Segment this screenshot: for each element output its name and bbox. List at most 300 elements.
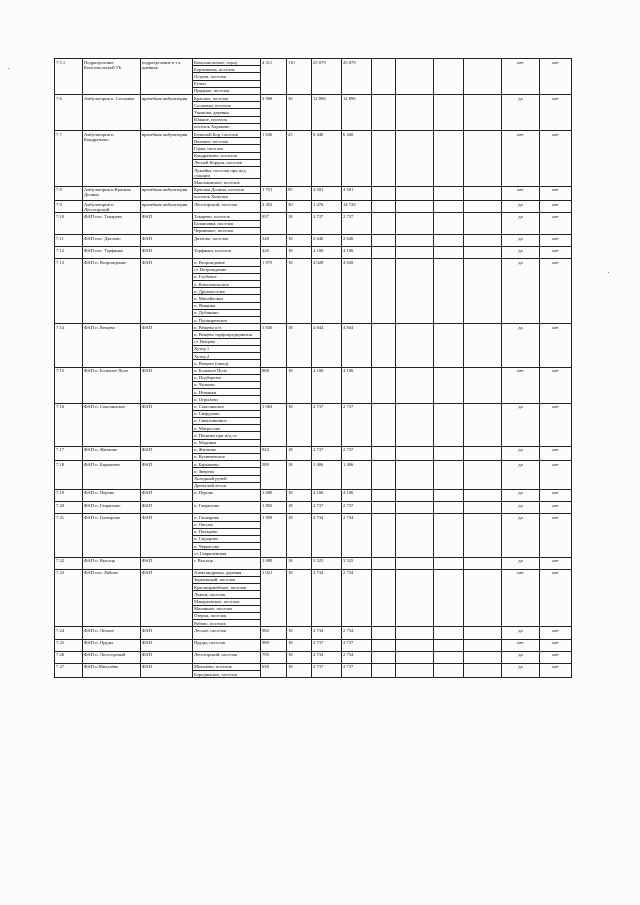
- empty-cell: [396, 663, 434, 677]
- settlement-line: Ручьи: [193, 81, 260, 88]
- value-2-cell: 4 106: [342, 489, 372, 501]
- value-1-cell: 3 525: [312, 557, 342, 569]
- table-row: [55, 259, 572, 324]
- settlement-line: Прядино, поселок: [194, 88, 230, 94]
- value-1-cell: 2 737: [312, 502, 342, 514]
- empty-cell: [372, 59, 396, 95]
- value-2-cell: 2 646: [342, 235, 372, 247]
- settlement-line: Хутор 2: [193, 353, 260, 360]
- settlement-line: Торфянка, поселок: [194, 247, 231, 253]
- settlements-cell: [193, 247, 261, 259]
- row-number-cell: 7.27: [55, 663, 83, 677]
- value-2-cell: 3 525: [342, 557, 372, 569]
- empty-cell: [464, 247, 502, 259]
- empty-cell: [434, 403, 464, 446]
- population-cell: 1 636: [261, 131, 287, 187]
- table-row: [55, 403, 572, 446]
- settlements-cell: [193, 235, 261, 247]
- norm-cell: 18: [287, 639, 312, 651]
- value-1-cell: 6 440: [312, 131, 342, 187]
- value-1-cell: 4 106: [312, 367, 342, 403]
- empty-cell: [396, 639, 434, 651]
- settlement-line: Остров, поселок: [193, 73, 260, 80]
- status-1-cell: да: [502, 557, 540, 569]
- table-row: [55, 131, 572, 187]
- settlement-line: п. Вещево п/ч: [193, 324, 260, 331]
- value-1-cell: 2 734: [312, 651, 342, 663]
- empty-cell: [372, 663, 396, 677]
- facility-name-cell: Амбулатория п.Красная Долина: [83, 186, 141, 200]
- value-1-cell: 2 734: [312, 569, 342, 627]
- empty-cell: [464, 131, 502, 187]
- row-number-cell: 7.20: [55, 502, 83, 514]
- empty-cell: [372, 403, 396, 446]
- status-1-cell: да: [502, 502, 540, 514]
- empty-cell: [434, 367, 464, 403]
- population-cell: 1 021: [261, 569, 287, 627]
- empty-cell: [434, 461, 464, 490]
- status-2-cell: нет: [540, 59, 572, 95]
- value-2-cell: 2 734: [342, 627, 372, 639]
- facility-type-cell: подразделение в т.ч. дневная: [141, 59, 193, 95]
- settlement-line: поселок Харьково: [194, 124, 230, 130]
- settlements-cell: [193, 213, 261, 235]
- empty-cell: [396, 627, 434, 639]
- status-1-cell: нет: [502, 131, 540, 187]
- value-2-cell: 2 734: [342, 569, 372, 627]
- facility-name-cell: ФАП пос. Рябово: [83, 569, 141, 627]
- settlements-cell: [193, 514, 261, 557]
- settlement-line: Дятлово, поселок: [194, 235, 229, 241]
- settlement-line: п. Вещево торфопредприятия: [193, 331, 260, 338]
- row-number-cell: 7.26: [55, 651, 83, 663]
- norm-cell: 18: [287, 213, 312, 235]
- empty-cell: [464, 557, 502, 569]
- facility-type-cell: ФАП: [141, 367, 193, 403]
- settlements-cell: [193, 627, 261, 639]
- settlements-cell: [193, 324, 261, 367]
- settlement-line: Лесной Кордон, поселок: [193, 160, 260, 167]
- settlements-cell: [193, 186, 261, 200]
- table-row: [55, 663, 572, 677]
- population-cell: 3 968: [261, 95, 287, 131]
- empty-cell: [434, 186, 464, 200]
- facility-name-cell: ФАП п. Житково: [83, 446, 141, 460]
- row-number-cell: 7.16: [55, 403, 83, 446]
- settlement-line: Михалёво, поселок: [193, 664, 260, 671]
- population-cell: 989: [261, 639, 287, 651]
- empty-cell: [372, 95, 396, 131]
- empty-cell: [434, 131, 464, 187]
- row-number-cell: 7.23: [55, 569, 83, 627]
- status-2-cell: нет: [540, 569, 572, 627]
- population-cell: 589: [261, 461, 287, 490]
- status-2-cell: нет: [540, 213, 572, 235]
- settlement-line: п. Большое Поле: [193, 368, 260, 375]
- settlement-line: Хутор 1: [193, 346, 260, 353]
- settlement-line: п. Перово: [194, 490, 214, 496]
- norm-cell: 18: [287, 557, 312, 569]
- empty-cell: [372, 639, 396, 651]
- settlement-line: п. Песково при ж/д ст.: [193, 432, 260, 439]
- norm-cell: 18: [287, 569, 312, 627]
- empty-cell: [464, 235, 502, 247]
- settlement-line: Красная Долина, поселок: [193, 187, 260, 194]
- facilities-table: [54, 58, 572, 678]
- norm-cell: 18: [287, 514, 312, 557]
- empty-cell: [372, 461, 396, 490]
- status-1-cell: да: [502, 403, 540, 446]
- facility-type-cell: ФАП: [141, 557, 193, 569]
- empty-cell: [434, 201, 464, 213]
- empty-cell: [434, 557, 464, 569]
- settlement-line: Черничное, поселок: [194, 228, 234, 234]
- empty-cell: [434, 59, 464, 95]
- empty-cell: [372, 489, 396, 501]
- settlement-line: п. Дружноселье: [193, 288, 260, 295]
- table-row: [55, 651, 572, 663]
- norm-cell: 18: [287, 367, 312, 403]
- settlement-line: п. Комсомольское: [193, 281, 260, 288]
- row-number-cell: 7.19: [55, 489, 83, 501]
- settlement-line: Бортникова, поселок: [193, 66, 260, 73]
- population-cell: 1 089: [261, 557, 287, 569]
- table-row: [55, 569, 572, 627]
- settlement-line: Рябово, поселок: [194, 620, 226, 626]
- empty-cell: [464, 461, 502, 490]
- settlement-line: п. Свекловичное: [193, 418, 260, 425]
- facility-type-cell: ФАП: [141, 403, 193, 446]
- value-2-cell: 25 079: [342, 59, 372, 95]
- empty-cell: [464, 651, 502, 663]
- empty-cell: [434, 651, 464, 663]
- status-1-cell: да: [502, 235, 540, 247]
- facility-name-cell: ФАП п. Высоцк: [83, 557, 141, 569]
- table-row: [55, 446, 572, 460]
- settlements-cell: [193, 557, 261, 569]
- empty-cell: [396, 186, 434, 200]
- settlement-line: Озерки, поселок: [193, 613, 260, 620]
- empty-cell: [396, 213, 434, 235]
- row-number-cell: 7.14: [55, 324, 83, 367]
- empty-cell: [434, 639, 464, 651]
- table-row: [55, 247, 572, 259]
- facility-name-cell: ФАП пос. Торфянка: [83, 247, 141, 259]
- row-number-cell: 7.7: [55, 131, 83, 187]
- empty-cell: [372, 131, 396, 187]
- status-2-cell: нет: [540, 663, 572, 677]
- status-2-cell: нет: [540, 131, 572, 187]
- empty-cell: [396, 201, 434, 213]
- status-1-cell: нет: [502, 639, 540, 651]
- value-2-cell: 14 726: [342, 201, 372, 213]
- settlements-cell: [193, 131, 261, 187]
- facility-type-cell: ФАП: [141, 461, 193, 490]
- settlement-line: Красное, поселок: [193, 95, 260, 102]
- empty-cell: [396, 502, 434, 514]
- status-1-cell: да: [502, 446, 540, 460]
- facility-name-cell: Амбулатория п. Лесогорский: [83, 201, 141, 213]
- empty-cell: [372, 502, 396, 514]
- population-cell: 1 975: [261, 259, 287, 324]
- empty-cell: [464, 502, 502, 514]
- value-1-cell: 2 737: [312, 446, 342, 460]
- table-row: [55, 59, 572, 95]
- table-row: [55, 201, 572, 213]
- table-row: [55, 213, 572, 235]
- empty-cell: [372, 213, 396, 235]
- empty-cell: [372, 627, 396, 639]
- facility-name-cell: ФАП п. Лесное: [83, 627, 141, 639]
- population-cell: 2 452: [261, 201, 287, 213]
- table-row: [55, 186, 572, 200]
- settlements-cell: [193, 651, 261, 663]
- value-2-cell: 2 737: [342, 502, 372, 514]
- facility-type-cell: ФАП: [141, 446, 193, 460]
- settlement-line: п. Барышево: [193, 461, 260, 468]
- population-cell: 982: [261, 627, 287, 639]
- settlement-line: Маклаковское, поселок: [194, 179, 240, 185]
- table-row: [55, 489, 572, 501]
- settlements-cell: [193, 489, 261, 501]
- value-1-cell: 12 896: [312, 95, 342, 131]
- facility-name-cell: ФАП п. Вещево: [83, 324, 141, 367]
- settlements-cell: [193, 95, 261, 131]
- settlement-line: п. Вещево (овощ): [194, 360, 229, 366]
- settlement-line: г. Высоцк: [194, 558, 213, 564]
- value-1-cell: 2 737: [312, 213, 342, 235]
- value-2-cell: 4 028: [342, 259, 372, 324]
- empty-cell: [464, 514, 502, 557]
- status-1-cell: да: [502, 247, 540, 259]
- settlement-line: Сосновка, поселок: [193, 102, 260, 109]
- norm-cell: 25: [287, 131, 312, 187]
- value-2-cell: 2 737: [342, 403, 372, 446]
- status-2-cell: нет: [540, 95, 572, 131]
- empty-cell: [464, 446, 502, 460]
- norm-cell: 18: [287, 651, 312, 663]
- status-2-cell: нет: [540, 259, 572, 324]
- settlement-line: п. Глубокое: [193, 274, 260, 281]
- value-1-cell: 1 406: [312, 461, 342, 490]
- settlements-cell: [193, 367, 261, 403]
- status-2-cell: нет: [540, 639, 572, 651]
- settlement-line: Токарево, поселок: [193, 213, 260, 220]
- empty-cell: [464, 403, 502, 446]
- scan-speck: [608, 272, 609, 273]
- value-1-cell: 4 844: [312, 324, 342, 367]
- norm-cell: 18: [287, 446, 312, 460]
- value-1-cell: 1 476: [312, 201, 342, 213]
- value-2-cell: 2 734: [342, 651, 372, 663]
- empty-cell: [464, 324, 502, 367]
- settlement-line: Великое, поселок: [193, 138, 260, 145]
- empty-cell: [396, 651, 434, 663]
- empty-cell: [396, 557, 434, 569]
- settlement-line: п. Овсово: [193, 522, 260, 529]
- empty-cell: [396, 367, 434, 403]
- facility-type-cell: врачебная амбулатория: [141, 131, 193, 187]
- empty-cell: [372, 651, 396, 663]
- settlement-line: п. Матросово: [193, 425, 260, 432]
- empty-cell: [372, 201, 396, 213]
- empty-cell: [372, 247, 396, 259]
- value-1-cell: 4 106: [312, 247, 342, 259]
- norm-cell: 18: [287, 235, 312, 247]
- empty-cell: [464, 259, 502, 324]
- empty-cell: [372, 324, 396, 367]
- population-cell: 937: [261, 213, 287, 235]
- settlements-cell: [193, 59, 261, 95]
- empty-cell: [372, 367, 396, 403]
- norm-cell: 18: [287, 403, 312, 446]
- empty-cell: [396, 569, 434, 627]
- row-number-cell: 7.18: [55, 461, 83, 490]
- empty-cell: [464, 627, 502, 639]
- facility-name-cell: ФАП п. Гаврилово: [83, 502, 141, 514]
- empty-cell: [464, 213, 502, 235]
- facility-type-cell: ФАП: [141, 502, 193, 514]
- settlements-cell: [193, 639, 261, 651]
- value-1-cell: 2 737: [312, 403, 342, 446]
- settlement-line: п. Ямщина: [193, 303, 260, 310]
- facility-type-cell: ФАП: [141, 514, 193, 557]
- population-cell: 795: [261, 651, 287, 663]
- settlement-line: Южное, поселок: [193, 117, 260, 124]
- settlements-cell: [193, 569, 261, 627]
- settlement-line: Балашовка, поселок: [193, 221, 260, 228]
- facility-type-cell: ФАП: [141, 213, 193, 235]
- population-cell: 426: [261, 247, 287, 259]
- norm-cell: 18: [287, 502, 312, 514]
- empty-cell: [372, 235, 396, 247]
- status-1-cell: нет: [502, 367, 540, 403]
- value-1-cell: 2 646: [312, 235, 342, 247]
- value-1-cell: 25 079: [312, 59, 342, 95]
- settlement-line: п. Зверево: [193, 468, 260, 475]
- empty-cell: [396, 514, 434, 557]
- table-row: [55, 627, 572, 639]
- status-1-cell: да: [502, 201, 540, 213]
- row-number-cell: 7.11: [55, 235, 83, 247]
- settlement-line: Горка, поселок: [193, 145, 260, 152]
- population-cell: 1 802: [261, 502, 287, 514]
- facility-type-cell: ФАП: [141, 259, 193, 324]
- settlements-cell: [193, 259, 261, 324]
- facility-name-cell: ФАП п. Соколинское: [83, 403, 141, 446]
- facility-type-cell: ФАП: [141, 247, 193, 259]
- settlement-line: Пруды, поселок: [194, 640, 226, 646]
- empty-cell: [396, 461, 434, 490]
- empty-cell: [396, 489, 434, 501]
- value-2-cell: 2 734: [342, 514, 372, 557]
- empty-cell: [372, 259, 396, 324]
- norm-cell: 18: [287, 627, 312, 639]
- facility-type-cell: ФАП: [141, 651, 193, 663]
- settlement-line: поселок Хомутка: [194, 194, 228, 200]
- empty-cell: [396, 247, 434, 259]
- row-number-cell: 7.25: [55, 639, 83, 651]
- empty-cell: [396, 324, 434, 367]
- row-number-cell: 7.9: [55, 201, 83, 213]
- status-2-cell: нет: [540, 514, 572, 557]
- empty-cell: [372, 514, 396, 557]
- status-2-cell: нет: [540, 186, 572, 200]
- settlement-line: п. Свердлово: [193, 411, 260, 418]
- table-row: [55, 324, 572, 367]
- facility-name-cell: ФАП пос. Токарево: [83, 213, 141, 235]
- table-row: [55, 235, 572, 247]
- status-2-cell: нет: [540, 557, 572, 569]
- row-number-cell: 7.8: [55, 186, 83, 200]
- value-2-cell: 1 406: [342, 461, 372, 490]
- status-1-cell: да: [502, 663, 540, 677]
- facility-name-cell: ФАП п. Пруды: [83, 639, 141, 651]
- facility-name-cell: ФАП пос. Дятлово: [83, 235, 141, 247]
- table-row: [55, 367, 572, 403]
- facility-name-cell: Амбулатория п. Сосновка: [83, 95, 141, 131]
- status-1-cell: да: [502, 213, 540, 235]
- status-2-cell: нет: [540, 627, 572, 639]
- settlements-cell: [193, 502, 261, 514]
- facility-type-cell: ФАП: [141, 639, 193, 651]
- population-cell: 868: [261, 367, 287, 403]
- empty-cell: [372, 557, 396, 569]
- settlement-line: п. Возрождение: [193, 259, 260, 266]
- norm-cell: 18: [287, 247, 312, 259]
- norm-cell: 30: [287, 95, 312, 131]
- settlement-line: Кондратьево, поселок: [193, 153, 260, 160]
- status-2-cell: нет: [540, 235, 572, 247]
- facility-name-cell: ФАП п. Лесогорский: [83, 651, 141, 663]
- row-number-cell: 7.21: [55, 514, 83, 557]
- table-body: [55, 59, 572, 678]
- facility-type-cell: врачебная амбулатория: [141, 201, 193, 213]
- facility-type-cell: ФАП: [141, 235, 193, 247]
- empty-cell: [372, 569, 396, 627]
- empty-cell: [464, 639, 502, 651]
- settlement-line: Холодный ручей: [193, 476, 260, 483]
- empty-cell: [464, 663, 502, 677]
- settlement-line: Комсомольское, город: [193, 59, 260, 66]
- value-2-cell: 2 737: [342, 639, 372, 651]
- settlement-line: п. Подберезье: [193, 375, 260, 382]
- status-1-cell: нет: [502, 59, 540, 95]
- empty-cell: [396, 403, 434, 446]
- row-number-cell: 7.10: [55, 213, 83, 235]
- settlement-line: Большой Бор, поселок: [193, 131, 260, 138]
- empty-cell: [396, 235, 434, 247]
- row-number-cell: 7.5.1: [55, 59, 83, 95]
- settlement-line: п. Михайловка: [193, 295, 260, 302]
- population-cell: 4 311: [261, 59, 287, 95]
- value-1-cell: 4 501: [312, 186, 342, 200]
- settlement-line: п. Дубинино: [193, 310, 260, 317]
- empty-cell: [396, 59, 434, 95]
- empty-cell: [434, 259, 464, 324]
- settlement-line: Александровка, деревня: [193, 570, 260, 577]
- status-1-cell: да: [502, 651, 540, 663]
- settlements-cell: [193, 446, 261, 460]
- settlement-line: Малинное, поселок: [193, 606, 260, 613]
- value-2-cell: 6 440: [342, 131, 372, 187]
- empty-cell: [434, 502, 464, 514]
- settlement-line: Красноармейское, поселок: [193, 584, 260, 591]
- status-2-cell: нет: [540, 247, 572, 259]
- norm-cell: 30: [287, 201, 312, 213]
- settlements-cell: [193, 461, 261, 490]
- status-1-cell: да: [502, 627, 540, 639]
